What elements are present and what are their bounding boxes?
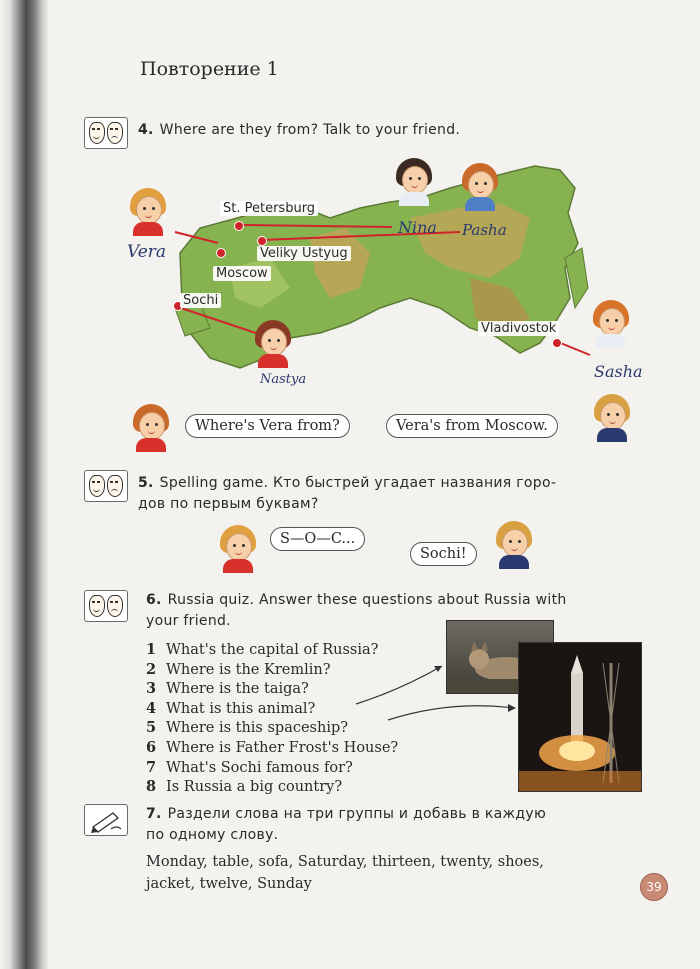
ex7-instruction bbox=[146, 804, 546, 846]
quiz-question: 8 Is Russia a big country? bbox=[146, 778, 343, 796]
writing-task-icon bbox=[84, 804, 128, 836]
name-sasha: Sasha bbox=[594, 362, 643, 381]
city-veliky-ustyug: Veliky Ustyug bbox=[257, 246, 351, 261]
name-nastya: Nastya bbox=[260, 372, 307, 387]
quiz-question: 5 Where is this spaceship? bbox=[146, 719, 349, 737]
word-list-line1: Monday, table, sofa, Saturday, thirteen, twenty, shoes, bbox=[146, 854, 544, 870]
speech-bubble-spelling: S—O—C... bbox=[270, 527, 365, 551]
ex6-text-line2: your friend. bbox=[146, 613, 231, 629]
ex7-word-list bbox=[146, 851, 544, 895]
city-vladivostok: Vladivostok bbox=[478, 321, 559, 336]
city-sochi: Sochi bbox=[180, 293, 221, 308]
speech-bubble-question: Where's Vera from? bbox=[185, 414, 350, 438]
speech-bubble-answer: Vera's from Moscow. bbox=[386, 414, 558, 438]
quiz-question: 2 Where is the Kremlin? bbox=[146, 660, 331, 678]
ex6-text-line1: Russia quiz. Answer these questions about Russia with bbox=[167, 592, 567, 608]
quiz-question: 7 What's Sochi famous for? bbox=[146, 758, 353, 776]
city-st-petersburg: St. Petersburg bbox=[220, 201, 318, 216]
name-nina: Nina bbox=[398, 218, 437, 237]
ex7-number: 7. bbox=[146, 806, 162, 822]
city-moscow: Moscow bbox=[213, 266, 271, 281]
ex5-text-line2: дов по первым буквам? bbox=[138, 496, 319, 512]
quiz-question: 4 What is this animal? bbox=[146, 699, 316, 717]
word-list-line2: jacket, twelve, Sunday bbox=[146, 876, 312, 892]
ex5-text-line1: Spelling game. Кто быстрей угадает названия горо- bbox=[159, 475, 557, 491]
page-number: 39 bbox=[640, 873, 668, 901]
quiz-question: 6 Where is Father Frost's House? bbox=[146, 738, 399, 756]
name-vera: Vera bbox=[127, 242, 167, 262]
ex6-number: 6. bbox=[146, 592, 162, 608]
page-title: Повторение 1 bbox=[140, 58, 279, 80]
ex7-text-line2: по одному слову. bbox=[146, 827, 279, 843]
pencil-icon bbox=[85, 805, 127, 835]
ex5-number: 5. bbox=[138, 475, 154, 491]
quiz-question: 1 What's the capital of Russia? bbox=[146, 641, 379, 658]
speech-bubble-sochi: Sochi! bbox=[410, 542, 477, 566]
ex4-text: Where are they from? Talk to your friend. bbox=[159, 122, 461, 138]
ex4-number: 4. bbox=[138, 122, 154, 138]
ex7-text-line1: Раздели слова на три группы и добавь в каждую bbox=[167, 806, 547, 822]
name-pasha: Pasha bbox=[462, 221, 507, 239]
quiz-question: 3 Where is the taiga? bbox=[146, 680, 309, 698]
